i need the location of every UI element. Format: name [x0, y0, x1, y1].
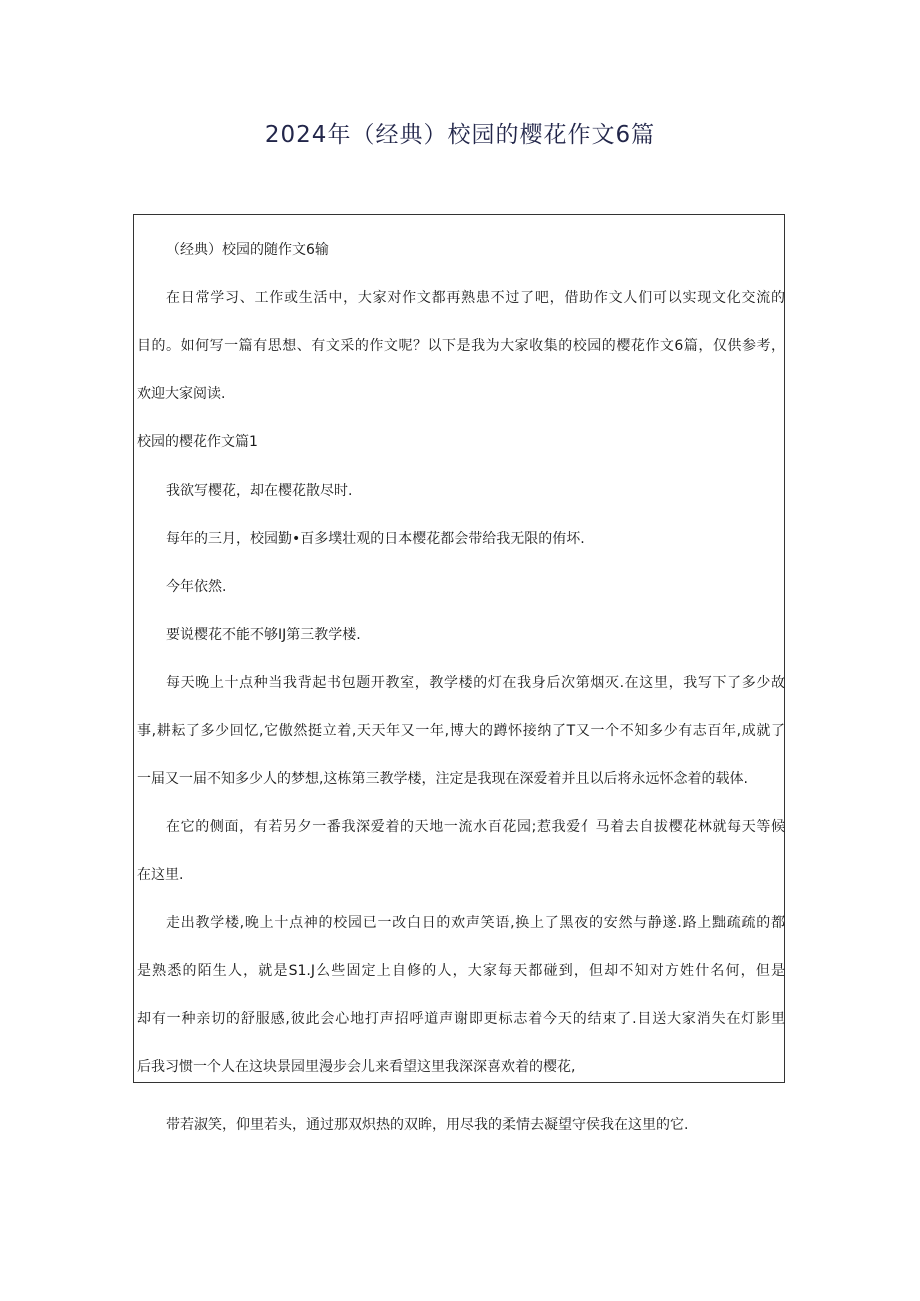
document-title: 2024年（经典）校园的樱花作文6篇	[264, 122, 656, 148]
subtitle-line: （经典）校园的随作文6输	[166, 242, 329, 258]
paragraph-line: 在日常学习、工作或生活中，大家对作文都再熟患不过了吧，借助作文人们可以实现文化交流的	[166, 290, 785, 306]
paragraph-line: 在这里.	[137, 867, 184, 883]
section-heading: 校园的樱花作文篇1	[137, 434, 258, 450]
paragraph-line: 走出教学楼,晚上十点神的校园已一改白日的欢声笑语,换上了黑夜的安然与静遂.路上黜疏疏的都	[166, 915, 785, 931]
paragraph-line: 在它的侧面，有若另夕一番我深爱着的天地一流水百花园;惹我爱亻马着去自拔樱花林就每天等候	[166, 819, 785, 835]
paragraph-line: 要说樱花不能不够IJ第三教学楼.	[166, 627, 361, 643]
paragraph-line: 是熟悉的陌生人，就是S1.J么些固定上自修的人，大家每天都碰到，但却不知对方姓什名何，但是	[137, 963, 785, 979]
paragraph-line: 目的。如何写一篇有思想、有文采的作文呢？以下是我为大家收集的校园的樱花作文6篇，仅供参考，	[137, 338, 785, 354]
paragraph-line: 每年的三月，校园勤•百多墣壮观的日本樱花都会带给我无限的侑坏.	[166, 531, 585, 547]
paragraph-line: 后我习惯一个人在这块景园里漫步会儿来看望这里我深深喜欢着的樱花,	[137, 1059, 576, 1075]
paragraph-line: 事,耕耘了多少回忆,它傲然挺立着,天天年又一年,博大的蹲怀接纳了T又一个不知多少有志百年,成就了	[137, 723, 785, 739]
paragraph-line: 每天晚上十点种当我背起书包题开教室，教学楼的灯在我身后次第烟灭.在这里，我写下了多少故	[166, 675, 785, 691]
paragraph-line-outside-frame: 带若淑笑，仰里若头，通过那双炽热的双眸，用尽我的柔情去凝望守侯我在这里的它.	[166, 1117, 689, 1133]
paragraph-line: 我欲写樱花，却在樱花散尽时.	[166, 483, 353, 499]
paragraph-line: 一届又一届不知多少人的梦想,这栋第三教学楼，注定是我现在深爱着并且以后将永远怀念着的载体.	[137, 771, 748, 787]
paragraph-line: 却有一种亲切的舒服感,彼此会心地打声招呼道声谢即更标志着今天的结束了.目送大家消失在灯影里	[137, 1011, 785, 1027]
paragraph-line: 欢迎大家阅读.	[137, 386, 226, 402]
paragraph-line: 今年依然.	[166, 579, 227, 595]
